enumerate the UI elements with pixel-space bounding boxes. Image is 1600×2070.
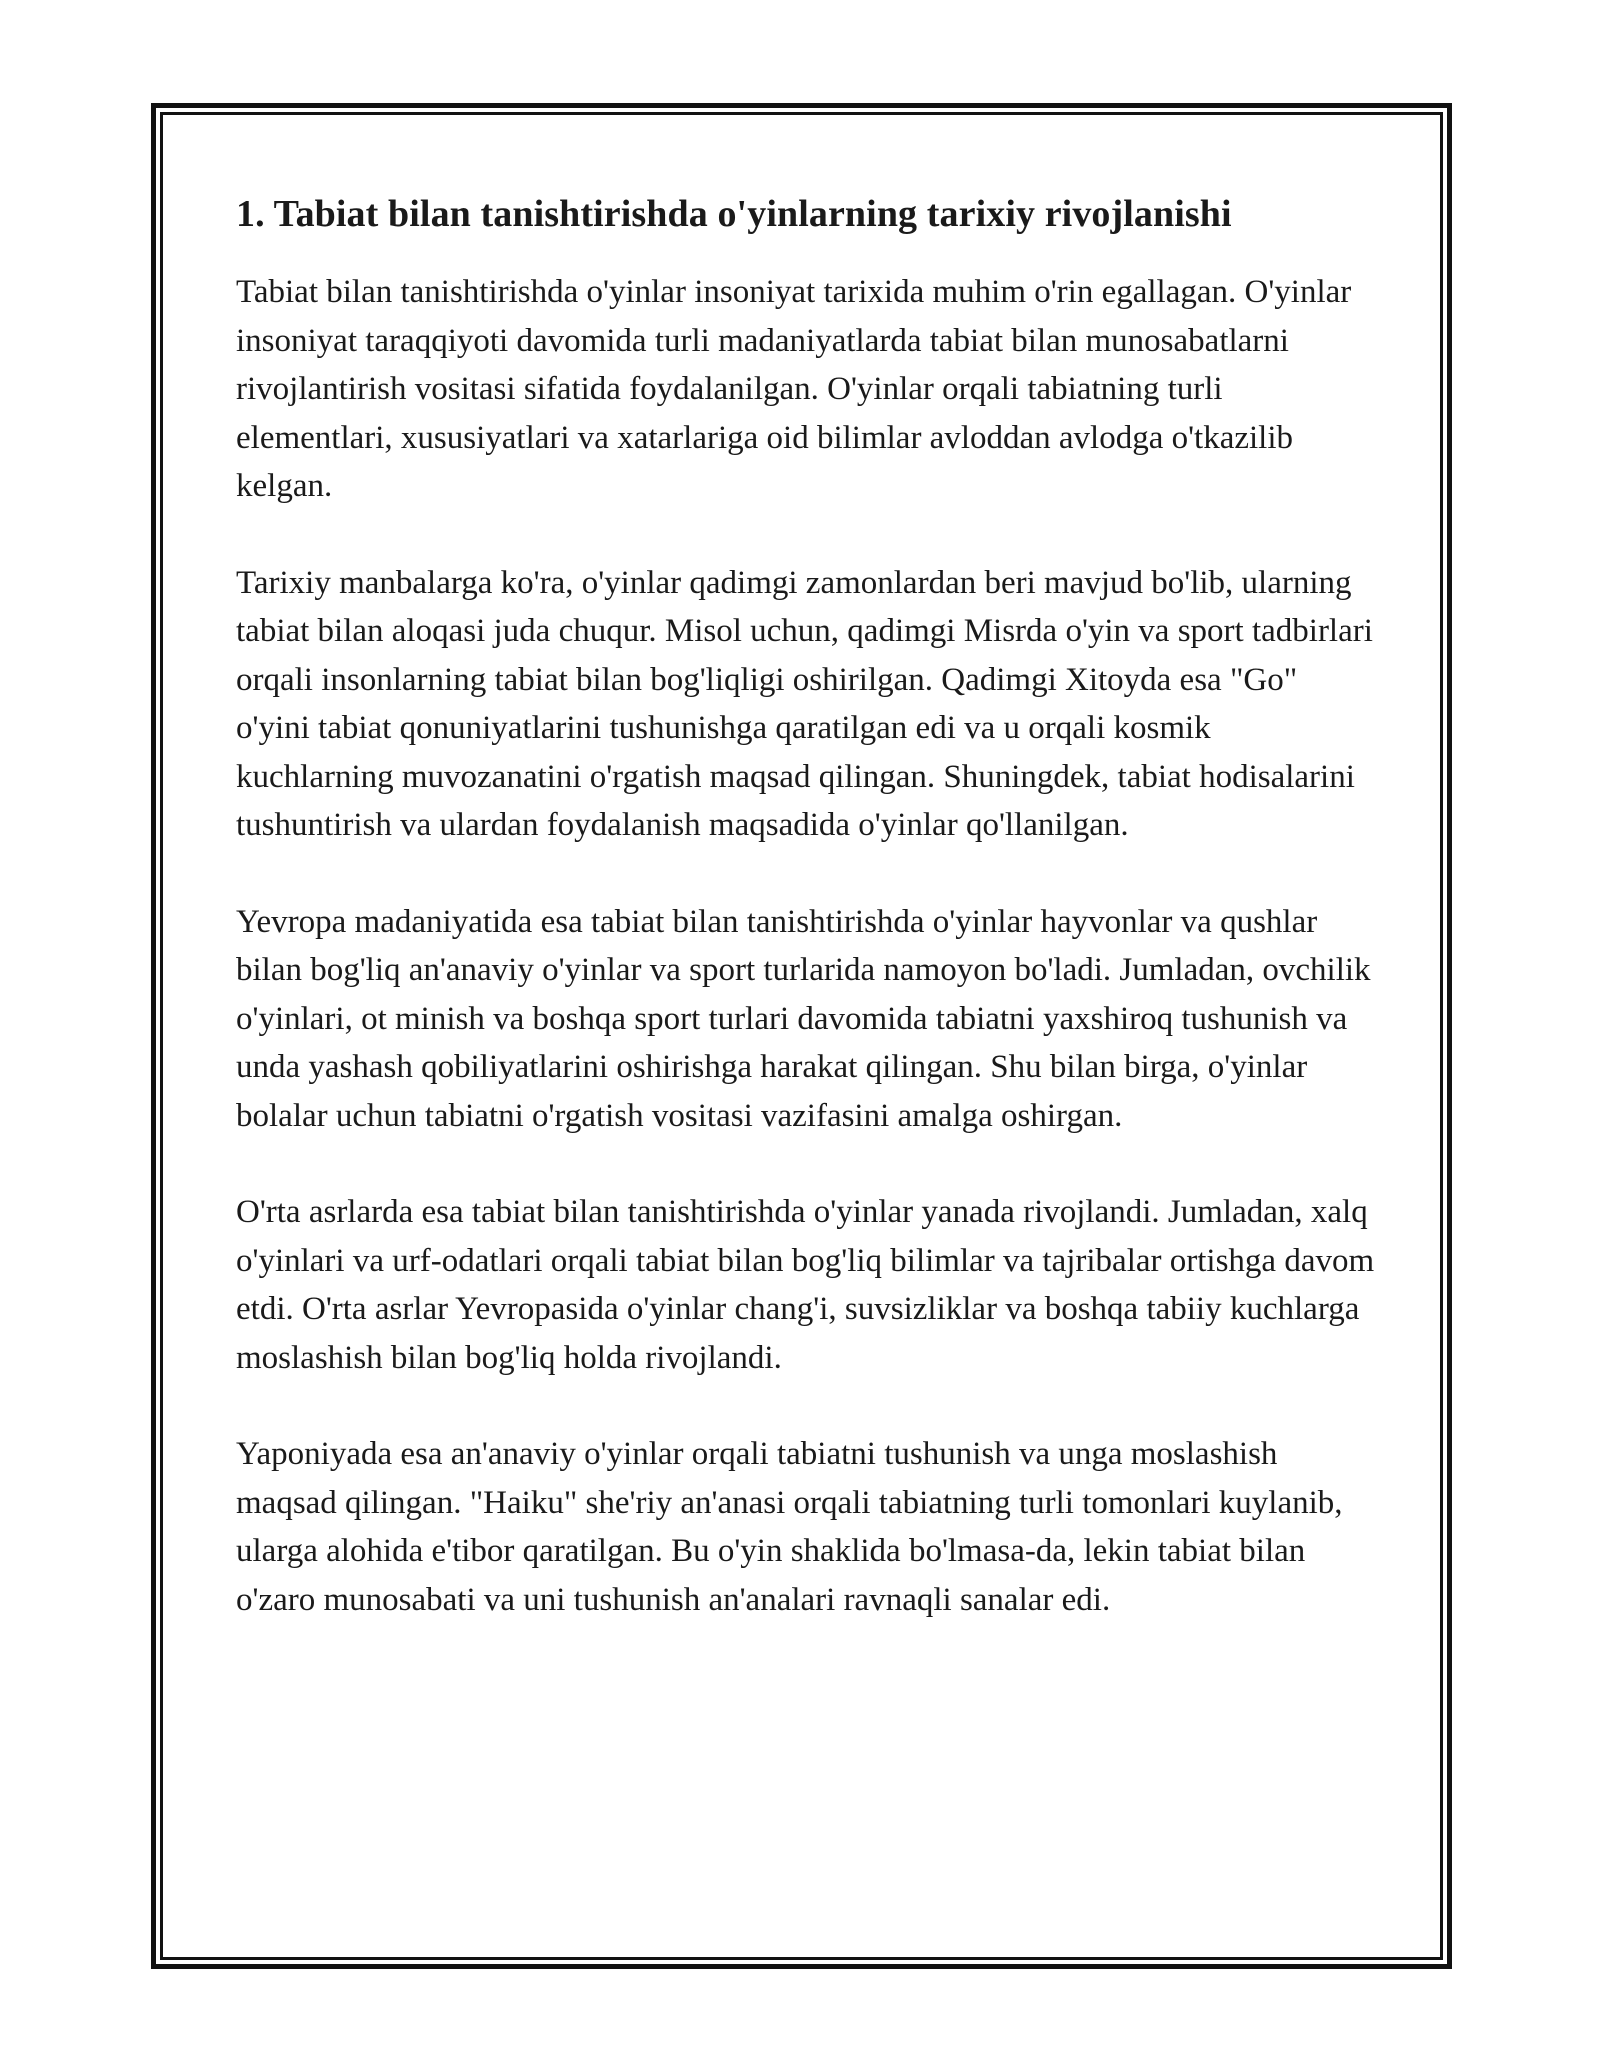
paragraph-3: Yevropa madaniyatida esa tabiat bilan tanishtirishda o'yinlar hayvonlar va qushlar bilan bog'liq an'anaviy o'yinlar va sport turlarida namoyon bo'ladi. Jumladan, ovchilik o'yinlari, ot minish va boshqa sport turlari davomida tabiatni yaxshiroq tushunish va unda yashash qobiliyatlarini oshirishga harakat qilingan. Shu bilan birga, o'yinlar bolalar uchun tabiatni o'rgatish vositasi vazifasini amalga oshirgan. (236, 903, 1371, 1134)
paragraph-5: Yaponiyada esa an'anaviy o'yinlar orqali tabiatni tushunish va unga moslashish maqsad qilingan. "Haiku" she'riy an'anasi orqali tabiatning turli tomonlari kuylanib, ularga alohida e'tibor qaratilgan. Bu o'yin shaklida bo'lmasa-da, lekin tabiat bilan o'zaro munosabati va uni tushunish an'analari ravnaqli sanalar edi. (236, 1436, 1343, 1618)
paragraph-1: Tabiat bilan tanishtirishda o'yinlar insoniyat tarixida muhim o'rin egallagan. O'yinlar insoniyat taraqqiyoti davomida turli madaniyatlarda tabiat bilan munosabatlarni rivojlantirish vositasi sifatida foydalanilgan. O'yinlar orqali tabiatning turli elementlari, xususiyatlari va xatarlariga oid bilimlar avloddan avlodga o'tkazilib kelgan. (236, 274, 1352, 504)
document-body (236, 188, 1376, 1672)
section-title: 1. Tabiat bilan tanishtirishda o'yinlarning tarixiy rivojlanishi (236, 193, 1232, 235)
paragraph-4: O'rta asrlarda esa tabiat bilan tanishtirishda o'yinlar yanada rivojlandi. Jumladan, xalq o'yinlari va urf-odatlari orqali tabiat bilan bog'liq bilimlar va tajribalar ortishga davom etdi. O'rta asrlar Yevropasida o'yinlar chang'i, suvsizliklar va boshqa tabiiy kuchlarga moslashish bilan bog'liq holda rivojlandi. (236, 1194, 1375, 1376)
paragraph-2: Tarixiy manbalarga ko'ra, o'yinlar qadimgi zamonlardan beri mavjud bo'lib, ularning tabiat bilan aloqasi juda chuqur. Misol uchun, qadimgi Misrda o'yin va sport tadbirlari orqali insonlarning tabiat bilan bog'liqligi oshirilgan. Qadimgi Xitoyda esa "Go" o'yini tabiat qonuniyatlarini tushunishga qaratilgan edi va u orqali kosmik kuchlarning muvozanatini o'rgatish maqsad qilingan. Shuningdek, tabiat hodisalarini tushuntirish va ulardan foydalanish maqsadida o'yinlar qo'llanilgan. (236, 564, 1373, 843)
